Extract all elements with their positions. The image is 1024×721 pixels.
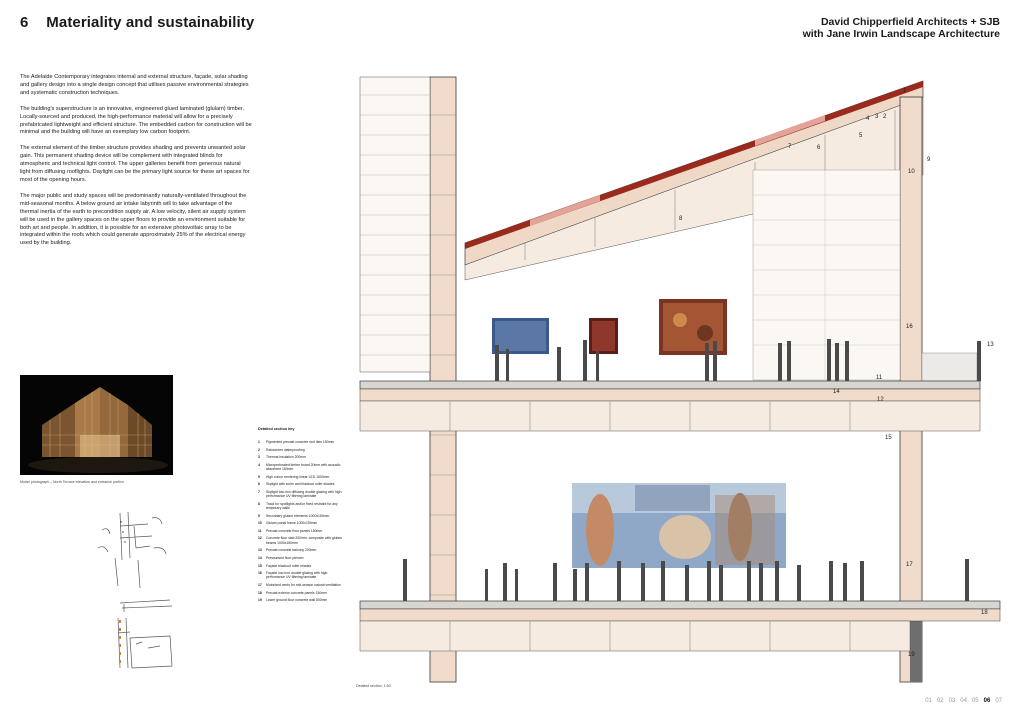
callout-2: 2 [883,114,887,120]
section-title: Materiality and sustainability [46,14,255,31]
key-item [258,583,344,587]
body-text [20,74,252,256]
key-item [258,455,344,459]
key-number: 6 [258,482,260,487]
page-link-03[interactable]: 03 [948,698,956,704]
key-number: 14 [258,555,262,560]
callout-10: 10 [908,169,915,175]
core-wall [360,77,456,682]
key-text: Façade blackout roller shades [266,563,312,568]
callout-16: 16 [906,324,913,330]
key-item [258,521,344,525]
model-photograph [20,375,173,475]
callout-6: 6 [817,145,821,151]
paragraph: The major public and study spaces will be predominantly naturally-ventilated throughout the mid-seasonal months. A below ground air intake labyrinth will to take advantage of the thermal inertia of the earth to precondition supply air. A low velocity, silent air supply system will be used in the gallery spaces on the upper floors to provide an environment suitable for both art and people. In addition, it is possible for an extensive photovoltaic array to be integrated within the roofs which could generate approximately 25% of the electrical energy used by the building. [20,192,247,247]
key-number: 12 [258,536,262,541]
page-title [20,14,254,31]
key-text: High colour rendering linear LED 1500mm [266,474,330,479]
key-item [258,502,344,511]
paragraph: The building's superstructure is an innovative, engineered glued laminated (glulam) timber. Locally-sourced and produced, the high-performance material will allow for a precisely prefabricated lightweight and efficient structure. The embedded carbon for construction will be minimal and the building will have an exemplary low carbon footprint. [20,105,252,136]
key-item [258,571,344,580]
paragraph: The external element of the timber structure provides shading and prevents unwanted solar gain. This permanent shading device will be complement with integrated blinds for atmospheric and technical light control. The upper galleries benefit from generous natural light from diffusing rooflights. Daylight can be the primary light source for these art spaces for most of the opening hours. [20,145,250,183]
callout-3: 3 [875,114,879,120]
page-link-07[interactable]: 07 [995,698,1002,704]
callout-17: 17 [906,562,913,568]
page-link-01[interactable]: 01 [925,698,932,704]
key-number: 8 [258,501,260,506]
callout-12: 12 [877,397,884,403]
key-number: 11 [258,528,262,533]
key-text: Concrete floor slab 200mm, composite with glulam beams 1000x150mm [266,536,342,545]
key-item [258,591,344,595]
key-number: 13 [258,548,262,553]
key-number: 4 [258,462,260,467]
key-text: Thermal insulation 200mm [266,455,306,460]
callout-18: 18 [981,610,988,616]
photo-caption: Model photograph – North Terrace elevation and entrance portico [20,480,124,484]
key-number: 10 [258,521,262,526]
artwork-lower [572,483,786,568]
key-text: Precast concrete balcony 200mm [266,548,317,553]
key-number: 1 [258,440,260,444]
page-navigation [925,698,1002,704]
key-number: 15 [258,563,262,568]
callout-4: 4 [866,116,870,122]
page-link-02[interactable]: 02 [936,698,944,704]
callout-14: 14 [833,389,840,395]
callout-1: 1 [903,88,907,94]
key-item [258,556,344,560]
key-number: 9 [258,513,260,518]
hand-sketch [90,508,185,683]
upper-floor-slab [360,381,980,431]
key-number: 7 [258,489,260,494]
key-item [258,564,344,568]
key-text: Lower ground floor concrete wall 800mm [266,598,328,603]
key-text: Glulam portal frame 1000x150mm [266,521,318,526]
key-item [258,598,344,602]
page-link-04[interactable]: 04 [960,698,967,704]
page-link-current[interactable]: 06 [983,698,991,704]
key-text: Façade low-iron double glazing with high-performance UV filtering laminate [266,571,329,580]
credits [803,16,1000,40]
callout-9: 9 [927,157,931,163]
key-number: 17 [258,582,262,587]
artworks-upper [492,299,727,355]
key-text: Precast exterior concrete panels 150mm [266,590,327,595]
key-number: 18 [258,590,262,595]
key-title: Detailed section key [258,427,295,431]
page-link-05[interactable]: 05 [971,698,979,704]
key-text: Track for spotlights and/or fixed restraint for any temporary walls [266,501,338,511]
key-item [258,440,344,444]
key-number: 3 [258,455,260,460]
detailed-section-drawing [355,75,1005,685]
key-item [258,548,344,552]
credit-line-2: with Jane Irwin Landscape Architecture [802,28,1000,40]
ground-floor-slab [360,601,1000,651]
paragraph: The Adelaide Contemporary integrates internal and external structure, façade, solar shading and gallery design into a single design concept that utilises passive environmental strategies and systematic construction techniques. [20,74,249,96]
credit-line-1: David Chipperfield Architects + SJB [820,16,1000,28]
section-number: 6 [20,14,29,31]
people-lower [403,559,969,601]
key-item [258,529,344,533]
callout-8: 8 [679,216,683,222]
key-number: 16 [258,571,262,576]
key-text: Skylight low-iron diffusing double glazing with high-performance UV filtering laminate [266,489,343,499]
callout-11: 11 [876,375,883,381]
key-number: 2 [258,447,260,452]
section-key-list [258,440,344,606]
key-item [258,514,344,518]
section-caption: Detailed section, 1:50 [356,684,391,688]
key-item [258,536,344,545]
key-text: Secondary glulam elements 1000x150mm [266,513,330,518]
key-text: Motorised vents for mid-season natural ventilation [266,582,341,587]
key-text: Skylight with scrim and blackout roller shades [266,482,335,487]
key-item [258,475,344,479]
key-text: Pressurised floor plenum [266,555,304,560]
key-item [258,448,344,452]
key-item [258,463,344,472]
key-text: Microperforated timber board 20mm with acoustic absorbent 150mm [266,462,341,472]
callout-7: 7 [788,144,792,150]
key-number: 19 [258,598,262,603]
callout-5: 5 [859,133,863,139]
key-text: Precast concrete floor panels 150mm [266,528,323,533]
key-item [258,490,344,499]
callout-13: 13 [987,342,994,348]
key-number: 5 [258,474,260,479]
key-text: Pigmented precast concrete roof tiles 150mm [266,440,335,444]
callout-15: 15 [885,435,892,441]
model-photo-image [20,375,173,475]
callout-19: 19 [908,652,915,658]
key-item [258,482,344,486]
key-text: Rainscreen waterproofing [266,447,305,452]
